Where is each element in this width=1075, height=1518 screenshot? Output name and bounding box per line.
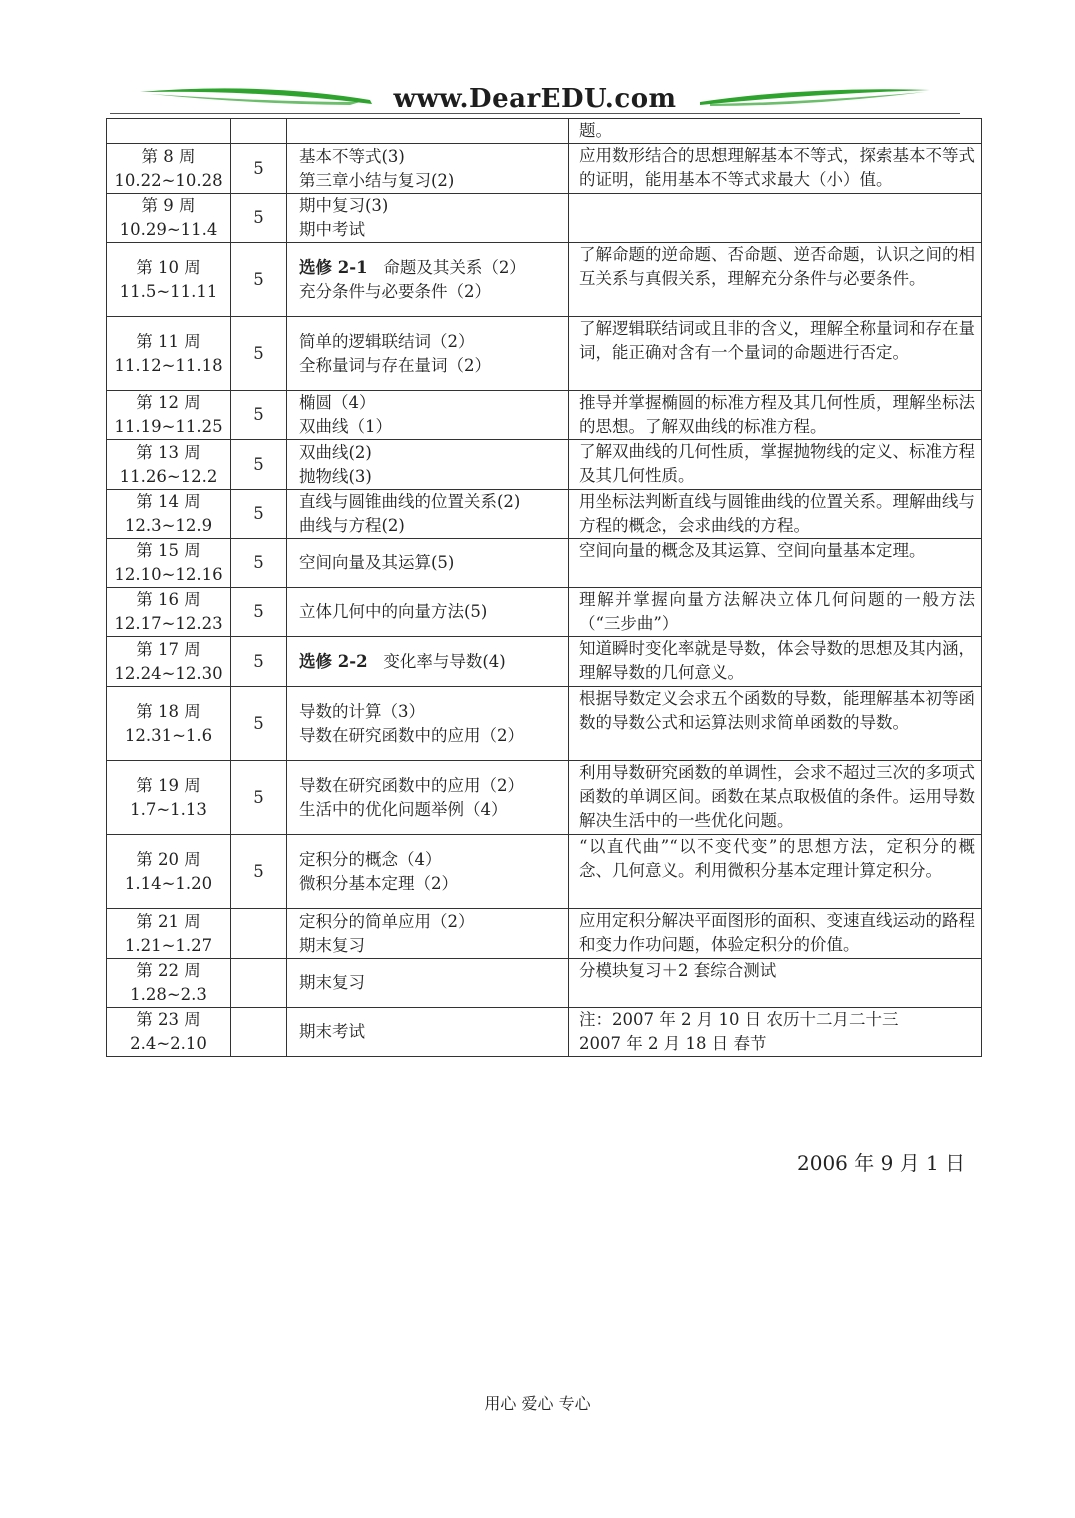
week-cell bbox=[107, 144, 231, 194]
week-dates: 11.19~11.25 bbox=[114, 417, 223, 436]
goals-cell: 了解命题的逆命题、否命题、逆否命题，认识之间的相互关系与真假关系，理解充分条件与必要条件。 bbox=[569, 243, 982, 317]
week-cell bbox=[107, 637, 231, 687]
content-cell bbox=[287, 959, 569, 1008]
week-dates: 1.21~1.27 bbox=[124, 935, 213, 955]
week-label: 第 17 周 bbox=[136, 639, 201, 659]
teaching-schedule-table bbox=[106, 118, 982, 1057]
week-label: 第 20 周 bbox=[136, 849, 201, 869]
content-text: 微积分基本定理（2） bbox=[299, 873, 458, 893]
week-dates: 11.12~11.18 bbox=[114, 355, 223, 375]
week-dates: 12.3~12.9 bbox=[124, 516, 213, 535]
schedule-row bbox=[107, 391, 982, 440]
week-dates: 1.7~1.13 bbox=[130, 799, 207, 819]
goals-cell: 理解并掌握向量方法解决立体几何问题的一般方法（“三步曲”） bbox=[569, 588, 982, 637]
week-cell bbox=[107, 909, 231, 959]
schedule-row bbox=[107, 119, 982, 144]
goals-cell: 应用定积分解决平面图形的面积、变速直线运动的路程和变力作功问题，体验定积分的价值。 bbox=[569, 909, 982, 959]
week-cell bbox=[107, 588, 231, 637]
content-text: 命题及其关系（2） bbox=[383, 257, 526, 277]
content-cell bbox=[287, 243, 569, 317]
week-cell bbox=[107, 539, 231, 588]
week-dates: 12.10~12.16 bbox=[114, 565, 223, 584]
schedule-row bbox=[107, 959, 982, 1008]
content-text: 全称量词与存在量词（2） bbox=[299, 355, 491, 375]
hours-cell: 5 bbox=[231, 391, 287, 440]
hours-cell: 5 bbox=[231, 637, 287, 687]
elective-module-label: 选修 2-2 bbox=[299, 651, 368, 671]
schedule-row bbox=[107, 637, 982, 687]
hours-cell: 5 bbox=[231, 440, 287, 490]
week-label: 第 11 周 bbox=[136, 331, 201, 351]
hours-cell: 5 bbox=[231, 539, 287, 588]
content-text: 变化率与导数(4) bbox=[383, 651, 506, 671]
content-text: 空间向量及其运算(5) bbox=[299, 553, 455, 572]
document-date: 2006 年 9 月 1 日 bbox=[797, 1151, 966, 1175]
schedule-row bbox=[107, 243, 982, 317]
hours-cell: 5 bbox=[231, 144, 287, 194]
content-cell bbox=[287, 588, 569, 637]
content-line bbox=[299, 700, 568, 724]
goals-line: 注：2007 年 2 月 10 日 农历十二月二十三 bbox=[579, 1010, 899, 1029]
content-text: 期中考试 bbox=[299, 220, 365, 239]
content-cell bbox=[287, 490, 569, 539]
content-text: 曲线与方程(2) bbox=[299, 516, 405, 535]
content-line bbox=[299, 465, 568, 489]
content-text: 简单的逻辑联结词（2） bbox=[299, 331, 475, 351]
content-line bbox=[299, 774, 568, 798]
goals-cell: 根据导数定义会求五个函数的导数，能理解基本初等函数的导数公式和运算法则求简单函数的导数。 bbox=[569, 687, 982, 761]
content-text: 充分条件与必要条件（2） bbox=[299, 281, 491, 301]
week-dates: 12.17~12.23 bbox=[114, 614, 223, 633]
content-text: 定积分的概念（4） bbox=[299, 849, 442, 869]
schedule-row bbox=[107, 687, 982, 761]
content-line bbox=[299, 514, 568, 538]
content-line bbox=[299, 848, 568, 872]
content-text: 抛物线(3) bbox=[299, 466, 372, 486]
week-dates: 2.4~2.10 bbox=[130, 1034, 207, 1053]
goals-cell: 推导并掌握椭圆的标准方程及其几何性质，理解坐标法的思想。了解双曲线的标准方程。 bbox=[569, 391, 982, 440]
week-label: 第 15 周 bbox=[136, 541, 201, 560]
week-dates: 10.29~11.4 bbox=[119, 220, 218, 239]
week-label: 第 19 周 bbox=[136, 775, 201, 795]
week-cell bbox=[107, 243, 231, 317]
hours-cell: 5 bbox=[231, 588, 287, 637]
content-text: 导数在研究函数中的应用（2） bbox=[299, 725, 524, 745]
goals-cell: “以直代曲”“以不变代变”的思想方法，定积分的概念、几何意义。利用微积分基本定理计算定积分。 bbox=[569, 835, 982, 909]
content-text: 直线与圆锥曲线的位置关系(2) bbox=[299, 492, 521, 511]
content-text: 期末考试 bbox=[299, 1022, 365, 1041]
elective-module-label: 选修 2-1 bbox=[299, 257, 368, 277]
goals-cell: 题。 bbox=[569, 119, 982, 144]
content-line bbox=[299, 280, 568, 304]
content-line bbox=[299, 934, 568, 958]
week-cell bbox=[107, 959, 231, 1008]
week-dates: 1.28~2.3 bbox=[130, 985, 207, 1004]
hours-cell: 5 bbox=[231, 761, 287, 835]
content-text: 期末复习 bbox=[299, 973, 365, 992]
content-line bbox=[299, 354, 568, 378]
week-dates: 12.24~12.30 bbox=[114, 663, 223, 683]
goals-cell bbox=[569, 1008, 982, 1057]
week-label: 第 18 周 bbox=[136, 701, 201, 721]
content-text: 期中复习(3) bbox=[299, 196, 389, 215]
content-text: 期末复习 bbox=[299, 935, 365, 955]
week-label: 第 21 周 bbox=[136, 911, 201, 931]
content-cell bbox=[287, 637, 569, 687]
schedule-row bbox=[107, 440, 982, 490]
content-text: 定积分的简单应用（2） bbox=[299, 911, 475, 931]
goals-line: 2007 年 2 月 18 日 春节 bbox=[579, 1034, 767, 1053]
content-line bbox=[299, 194, 568, 218]
content-cell bbox=[287, 119, 569, 144]
header-rule bbox=[110, 113, 960, 114]
goals-cell: 了解逻辑联结词或且非的含义，理解全称量词和存在量词，能正确对含有一个量词的命题进行否定。 bbox=[569, 317, 982, 391]
hours-cell bbox=[231, 1008, 287, 1057]
week-cell bbox=[107, 1008, 231, 1057]
content-text: 导数在研究函数中的应用（2） bbox=[299, 775, 524, 795]
week-label: 第 23 周 bbox=[136, 1010, 201, 1029]
hours-cell: 5 bbox=[231, 317, 287, 391]
content-line bbox=[299, 1020, 568, 1044]
content-text: 双曲线(2) bbox=[299, 442, 372, 462]
week-label: 第 8 周 bbox=[141, 146, 196, 166]
hours-cell: 5 bbox=[231, 490, 287, 539]
content-cell bbox=[287, 440, 569, 490]
week-label: 第 16 周 bbox=[136, 590, 201, 609]
hours-cell bbox=[231, 119, 287, 144]
week-dates: 12.31~1.6 bbox=[124, 725, 213, 745]
week-label: 第 10 周 bbox=[136, 257, 201, 277]
page-header bbox=[110, 80, 960, 120]
week-dates: 1.14~1.20 bbox=[124, 873, 213, 893]
schedule-row bbox=[107, 588, 982, 637]
hours-cell: 5 bbox=[231, 243, 287, 317]
hours-cell bbox=[231, 909, 287, 959]
week-cell bbox=[107, 317, 231, 391]
content-cell bbox=[287, 687, 569, 761]
week-label: 第 9 周 bbox=[141, 196, 196, 215]
content-line bbox=[299, 330, 568, 354]
content-cell bbox=[287, 391, 569, 440]
content-cell bbox=[287, 909, 569, 959]
week-cell bbox=[107, 391, 231, 440]
content-cell bbox=[287, 194, 569, 243]
content-line bbox=[299, 441, 568, 465]
week-label: 第 13 周 bbox=[136, 442, 201, 462]
content-line bbox=[299, 724, 568, 748]
hours-cell: 5 bbox=[231, 835, 287, 909]
content-cell bbox=[287, 835, 569, 909]
content-text: 导数的计算（3） bbox=[299, 701, 425, 721]
content-text: 生活中的优化问题举例（4） bbox=[299, 799, 508, 819]
goals-cell: 分模块复习＋2 套综合测试 bbox=[569, 959, 982, 1008]
week-cell bbox=[107, 119, 231, 144]
week-cell bbox=[107, 440, 231, 490]
schedule-row bbox=[107, 490, 982, 539]
content-line bbox=[299, 650, 568, 674]
site-logo-text: www.DearEDU.com bbox=[393, 84, 677, 114]
content-line bbox=[299, 910, 568, 934]
content-line bbox=[299, 145, 568, 169]
goals-cell: 应用数形结合的思想理解基本不等式，探索基本不等式的证明，能用基本不等式求最大（小）值。 bbox=[569, 144, 982, 194]
schedule-row bbox=[107, 539, 982, 588]
content-line bbox=[299, 798, 568, 822]
content-line bbox=[299, 391, 568, 415]
content-line bbox=[299, 971, 568, 995]
content-cell bbox=[287, 1008, 569, 1057]
schedule-row bbox=[107, 317, 982, 391]
content-text: 立体几何中的向量方法(5) bbox=[299, 602, 488, 621]
schedule-row bbox=[107, 909, 982, 959]
content-cell bbox=[287, 144, 569, 194]
week-dates: 11.5~11.11 bbox=[119, 281, 218, 301]
content-text: 第三章小结与复习(2) bbox=[299, 170, 455, 190]
content-cell bbox=[287, 539, 569, 588]
content-cell bbox=[287, 317, 569, 391]
goals-cell: 用坐标法判断直线与圆锥曲线的位置关系。理解曲线与方程的概念，会求曲线的方程。 bbox=[569, 490, 982, 539]
content-text: 椭圆（4） bbox=[299, 393, 376, 412]
schedule-row bbox=[107, 761, 982, 835]
content-cell bbox=[287, 761, 569, 835]
content-line bbox=[299, 872, 568, 896]
week-dates: 11.26~12.2 bbox=[119, 466, 218, 486]
schedule-row bbox=[107, 194, 982, 243]
hours-cell bbox=[231, 959, 287, 1008]
content-line bbox=[299, 600, 568, 624]
goals-cell: 知道瞬时变化率就是导数，体会导数的思想及其内涵，理解导数的几何意义。 bbox=[569, 637, 982, 687]
week-dates: 10.22~10.28 bbox=[114, 170, 223, 190]
schedule-row bbox=[107, 835, 982, 909]
week-cell bbox=[107, 194, 231, 243]
hours-cell: 5 bbox=[231, 687, 287, 761]
content-line bbox=[299, 169, 568, 193]
page-footer: 用心 爱心 专心 bbox=[484, 1394, 591, 1413]
goals-cell: 了解双曲线的几何性质，掌握抛物线的定义、标准方程及其几何性质。 bbox=[569, 440, 982, 490]
content-line bbox=[299, 415, 568, 439]
content-line bbox=[299, 256, 568, 280]
schedule-row bbox=[107, 1008, 982, 1057]
week-label: 第 12 周 bbox=[136, 393, 201, 412]
content-line bbox=[299, 218, 568, 242]
goals-cell: 利用导数研究函数的单调性，会求不超过三次的多项式函数的单调区间。函数在某点取极值的条件。运用导数解决生活中的一些优化问题。 bbox=[569, 761, 982, 835]
hours-cell: 5 bbox=[231, 194, 287, 243]
week-cell bbox=[107, 687, 231, 761]
week-label: 第 22 周 bbox=[136, 961, 201, 980]
goals-cell bbox=[569, 194, 982, 243]
week-label: 第 14 周 bbox=[136, 492, 201, 511]
schedule-row bbox=[107, 144, 982, 194]
content-text: 双曲线（1） bbox=[299, 417, 392, 436]
goals-cell: 空间向量的概念及其运算、空间向量基本定理。 bbox=[569, 539, 982, 588]
content-text: 基本不等式(3) bbox=[299, 146, 405, 166]
content-line bbox=[299, 490, 568, 514]
content-line bbox=[299, 551, 568, 575]
week-cell bbox=[107, 835, 231, 909]
week-cell bbox=[107, 490, 231, 539]
week-cell bbox=[107, 761, 231, 835]
